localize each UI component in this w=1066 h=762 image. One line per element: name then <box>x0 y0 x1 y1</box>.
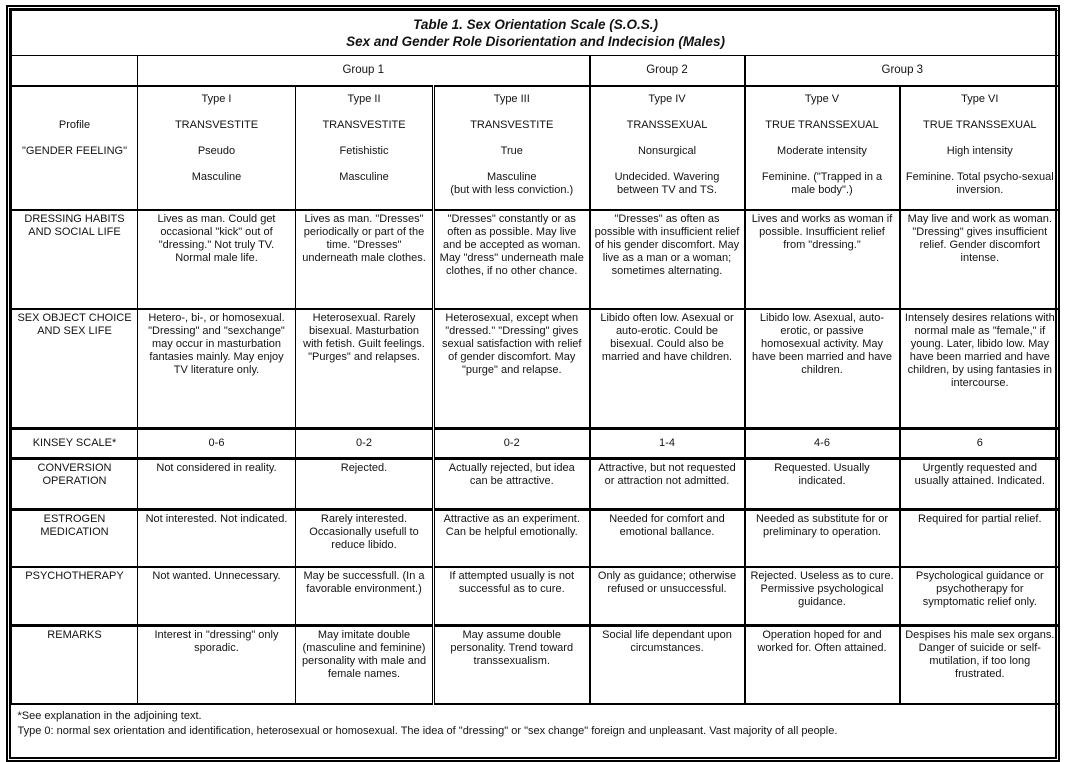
group-2-header: Group 2 <box>590 56 745 87</box>
type-feeling: Feminine. ("Trapped in a male body".) <box>761 171 883 196</box>
cell-conversion-type-6: Urgently requested and usually attained. Indicated. <box>900 459 1060 510</box>
cell-sexobject-type-5: Libido low. Asexual, auto-erotic, or passive homosexual activity. May have been married and have children. <box>745 309 900 429</box>
table-title-cell <box>12 11 1060 56</box>
cell-remarks-type-1: Interest in "dressing" only sporadic. <box>138 626 296 705</box>
row-label-kinsey-scale: KINSEY SCALE* <box>12 429 138 459</box>
gender-feeling-label: "GENDER FEELING" <box>22 145 127 157</box>
type-name: Type II <box>347 93 381 105</box>
type-subtype: Pseudo <box>197 145 236 157</box>
cell-kinsey-type-5: 4-6 <box>745 429 900 459</box>
profile-label-spacer <box>16 93 133 119</box>
table-title: Table 1. Sex Orientation Scale (S.O.S.) <box>413 17 658 32</box>
cell-remarks-type-5: Operation hoped for and worked for. Often attained. <box>745 626 900 705</box>
cell-kinsey-type-2: 0-2 <box>296 429 434 459</box>
type-category: TRANSVESTITE <box>322 119 406 131</box>
cell-psychotherapy-type-3: If attempted usually is not successful as to cure. <box>434 567 590 626</box>
type-category: TRANSVESTITE <box>470 119 554 131</box>
cell-kinsey-type-3: 0-2 <box>434 429 590 459</box>
cell-conversion-type-4: Attractive, but not requested or attraction not admitted. <box>590 459 745 510</box>
type-category: TRUE TRANSSEXUAL <box>923 119 1037 131</box>
type-subtype: Nonsurgical <box>637 145 697 157</box>
cell-kinsey-type-4: 1-4 <box>590 429 745 459</box>
cell-psychotherapy-type-1: Not wanted. Unnecessary. <box>138 567 296 626</box>
cell-dressing-type-2: Lives as man. "Dresses" periodically or part of the time. "Dresses" underneath male clothes. <box>296 210 434 309</box>
psychotherapy-row <box>12 567 1060 626</box>
group-header-row <box>12 56 1060 87</box>
cell-sexobject-type-4: Libido often low. Asexual or auto-erotic. Could be bisexual. Could also be married and have children. <box>590 309 745 429</box>
cell-kinsey-type-6: 6 <box>900 429 1060 459</box>
type-name: Type I <box>201 93 232 105</box>
cell-psychotherapy-type-4: Only as guidance; otherwise refused or unsuccessful. <box>590 567 745 626</box>
row-label-psychotherapy: PSYCHOTHERAPY <box>12 567 138 626</box>
profile-cell-type-5 <box>745 86 900 210</box>
cell-conversion-type-1: Not considered in reality. <box>138 459 296 510</box>
row-label-profile <box>12 86 138 210</box>
cell-estrogen-type-3: Attractive as an experiment. Can be helpful emotionally. <box>434 510 590 568</box>
sos-table <box>11 10 1060 757</box>
cell-dressing-type-1: Lives as man. Could get occasional "kick" out of "dressing." Not truly TV. Normal male life. <box>138 210 296 309</box>
type-name: Type IV <box>648 93 686 105</box>
cell-sexobject-type-3: Heterosexual, except when "dressed." "Dressing" gives sexual satisfaction with relief of gender discomfort. May "purge" and relapse. <box>434 309 590 429</box>
dressing-habits-row <box>12 210 1060 309</box>
profile-cell-type-3 <box>434 86 590 210</box>
cell-remarks-type-6: Despises his male sex organs. Danger of suicide or self-mutilation, if too long frustrated. <box>900 626 1060 705</box>
type-subtype: High intensity <box>946 145 1013 157</box>
profile-row <box>12 86 1060 210</box>
cell-estrogen-type-1: Not interested. Not indicated. <box>138 510 296 568</box>
profile-cell-type-6 <box>900 86 1060 210</box>
type-category: TRUE TRANSSEXUAL <box>765 119 879 131</box>
row-label-estrogen-medication: ESTROGEN MEDICATION <box>12 510 138 568</box>
cell-sexobject-type-2: Heterosexual. Rarely bisexual. Masturbation with fetish. Guilt feelings. "Purges" and relapses. <box>296 309 434 429</box>
footnote-cell <box>12 704 1060 757</box>
kinsey-scale-row <box>12 429 1060 459</box>
type-feeling: Feminine. Total psycho-sexual inversion. <box>905 171 1054 196</box>
type-name: Type III <box>493 93 530 105</box>
footnote-row <box>12 704 1060 757</box>
cell-conversion-type-5: Requested. Usually indicated. <box>745 459 900 510</box>
cell-dressing-type-3: "Dresses" constantly or as often as possible. May live and be accepted as woman. May "dress" underneath male clothes, if no other chance. <box>434 210 590 309</box>
title-row <box>12 11 1060 56</box>
cell-sexobject-type-6: Intensely desires relations with normal male as "female," if young. Later, libido low. May have been married and have children, by using fantasies in intercourse. <box>900 309 1060 429</box>
profile-cell-type-1 <box>138 86 296 210</box>
type-feeling-cont: (but with less conviction.) <box>450 184 574 196</box>
cell-dressing-type-4: "Dresses" as often as possible with insufficient relief of his gender discomfort. May live as a man or a woman; sometimes alternating. <box>590 210 745 309</box>
profile-label: Profile <box>58 119 91 131</box>
corner-cell <box>12 56 138 87</box>
cell-estrogen-type-5: Needed as substitute for or preliminary to operation. <box>745 510 900 568</box>
type-category: TRANSVESTITE <box>174 119 259 131</box>
table-subtitle: Sex and Gender Role Disorientation and Indecision (Males) <box>346 34 725 49</box>
cell-sexobject-type-1: Hetero-, bi-, or homosexual. "Dressing" and "sexchange" may occur in masturbation fantasies mainly. May enjoy TV literature only. <box>138 309 296 429</box>
sex-object-row <box>12 309 1060 429</box>
footnote-line-2: Type 0: normal sex orientation and identification, heterosexual or homosexual. The idea of "dressing" or "sex change" foreign and unpleasant. Vast majority of all people. <box>17 725 838 737</box>
cell-psychotherapy-type-2: May be successfull. (In a favorable environment.) <box>296 567 434 626</box>
type-feeling: Masculine <box>486 171 537 183</box>
cell-estrogen-type-4: Needed for comfort and emotional ballance. <box>590 510 745 568</box>
cell-dressing-type-6: May live and work as woman. "Dressing" gives insufficient relief. Gender discomfort intense. <box>900 210 1060 309</box>
cell-remarks-type-4: Social life dependant upon circumstances. <box>590 626 745 705</box>
cell-remarks-type-2: May imitate double (masculine and feminine) personality with male and female names. <box>296 626 434 705</box>
cell-remarks-type-3: May assume double personality. Trend toward transsexualism. <box>434 626 590 705</box>
group-1-header: Group 1 <box>138 56 590 87</box>
type-subtype: Moderate intensity <box>777 145 867 157</box>
conversion-operation-row <box>12 459 1060 510</box>
row-label-sex-object: SEX OBJECT CHOICE AND SEX LIFE <box>12 309 138 429</box>
group-3-header: Group 3 <box>745 56 1060 87</box>
type-feeling: Undecided. Wavering between TV and TS. <box>614 171 720 196</box>
row-label-dressing-habits: DRESSING HABITS AND SOCIAL LIFE <box>12 210 138 309</box>
cell-psychotherapy-type-6: Psychological guidance or psychotherapy for symptomatic relief only. <box>900 567 1060 626</box>
row-label-remarks: REMARKS <box>12 626 138 705</box>
profile-cell-type-4 <box>590 86 745 210</box>
profile-cell-type-2 <box>296 86 434 210</box>
type-name: Type V <box>804 93 840 105</box>
type-name: Type VI <box>961 93 999 105</box>
cell-dressing-type-5: Lives and works as woman if possible. Insufficient relief from "dressing." <box>745 210 900 309</box>
remarks-row <box>12 626 1060 705</box>
type-feeling: Masculine <box>191 171 242 183</box>
estrogen-medication-row <box>12 510 1060 568</box>
type-category: TRANSSEXUAL <box>626 119 708 131</box>
table-outer-frame <box>6 5 1060 762</box>
type-feeling: Masculine <box>339 171 389 183</box>
footnote-line-1: *See explanation in the adjoining text. <box>17 710 202 722</box>
type-subtype: True <box>500 145 523 157</box>
type-subtype: Fetishistic <box>339 145 389 157</box>
row-label-conversion-operation: CONVERSION OPERATION <box>12 459 138 510</box>
cell-conversion-type-3: Actually rejected, but idea can be attractive. <box>434 459 590 510</box>
cell-estrogen-type-6: Required for partial relief. <box>900 510 1060 568</box>
cell-conversion-type-2: Rejected. <box>296 459 434 510</box>
cell-estrogen-type-2: Rarely interested. Occasionally usefull to reduce libido. <box>296 510 434 568</box>
cell-psychotherapy-type-5: Rejected. Useless as to cure. Permissive psychological guidance. <box>745 567 900 626</box>
cell-kinsey-type-1: 0-6 <box>138 429 296 459</box>
